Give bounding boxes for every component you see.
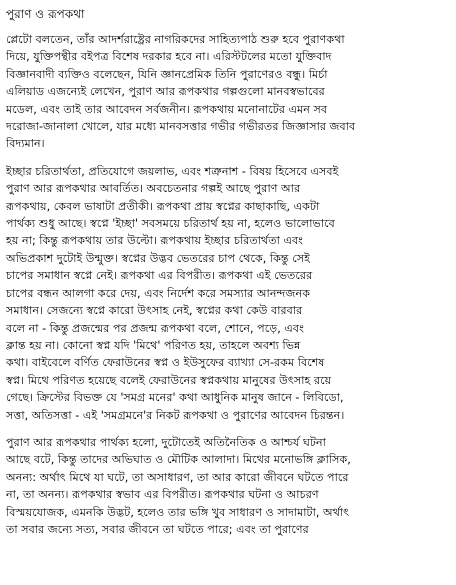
text-line: বিজ্ঞানবাদী ব্যক্তিও বলেছেন, যিনি জ্ঞানপ্রেমিক তিনি পুরাণেরও বন্ধু। মির্চা — [6, 67, 328, 81]
paragraph-gap — [6, 153, 450, 163]
text-line: দিয়ে, যুক্তিপন্থীর বইপত্র বিশেষ দরকার হবে না। এরিস্টটলের মতো যুক্তিবাদ — [6, 50, 332, 64]
text-line: বিস্ময়যোজক, এমনকি উদ্ভট, হলেও তার ভঙ্গি খুব সাধারণ ও সাদামাটা, অর্থাৎ — [6, 505, 350, 519]
text-line: বিদ্যমান। — [6, 137, 45, 151]
text-line: এলিয়াড এজন্যেই লেখেন, পুরাণ আর রূপকথার গল্পগুলো মানবস্বভাবের — [6, 85, 325, 99]
text-line: পুরাণ আর রূপকথার পার্থক্য হলো, দুটোতেই অতিনৈতিক ও আশ্চর্য ঘটনা — [6, 435, 326, 449]
paragraph-2 — [6, 163, 450, 424]
text-line: হয় না; কিন্তু রূপকথায় তার উল্টো। রূপকথায় ইচ্ছার চরিতার্থতা এবং — [6, 234, 303, 248]
text-line: তা সবার জন্যে সত্য, সবার জীবনে তা ঘটতে পারে; এবং তা পুরাণের — [6, 522, 309, 536]
text-line: স্বপ্ন। মিথে পরিণত হয়েছে বলেই ফেরাউনের স্বপ্নকথায় মানুষের উৎসাহ রয়ে — [6, 373, 332, 387]
text-line: চাপের সমাধান স্বপ্নে নেই। রূপকথা এর বিপরীত। রূপকথা এই ভেতরের — [6, 269, 313, 283]
text-line: বলে না - কিন্তু প্রজন্মের পর প্রজন্ম রূপকথা বলে, শোনে, পড়ে, এবং — [6, 321, 304, 335]
text-line: অভিপ্রকাশ দুটোই উন্মুক্ত। স্বপ্নের উদ্ভব ভেতরের চাপ থেকে, কিন্তু সেই — [6, 251, 310, 265]
text-line: রূপকথায়, কেবল ভাষাটা প্রতীকী। রূপকথা প্রায় স্বপ্নের কাছাকাছি, একটা — [6, 199, 320, 213]
text-line: পুরাণ আর রূপকথার আবর্তিত। অবচেতনার গল্পই আছে পুরাণ আর — [6, 182, 301, 196]
text-line: সত্তা, অতিসত্তা - এই 'সমগ্রমনে'র নিকট রূপকথা ও পুরাণের আবেদন চিরন্তন। — [6, 408, 345, 422]
text-line: অনন্য: অর্থাৎ মিথে যা ঘটে, তা অসাধারণ, তা আর কারো জীবনে ঘটতে পারে — [6, 470, 349, 484]
text-line: মডেল, এবং তাই তার আবেদন সর্বজনীন। রূপকথায় মনোনাটের এমন সব — [6, 102, 328, 116]
text-line: কথা। বাইবেলে বর্ণিত ফেরাউনের স্বপ্ন ও ইউসুফের ব্যাখ্যা সে-রকম বিশেষ — [6, 356, 325, 370]
page-title: পুরাণ ও রূপকথা — [6, 7, 85, 21]
text-line: গেছে। ক্রিস্টের বিভক্ত যে 'সমগ্র মনের' কথা আধুনিক মানুষ জানে - লিবিডো, — [6, 391, 344, 405]
paragraph-1 — [6, 31, 450, 153]
text-line: প্লেটো বলতেন, তাঁর আদর্শরাষ্ট্রের নাগরিকদের সাহিত্যপাঠ শুরু হবে পুরাণকথা — [6, 33, 345, 46]
text-line: ইচ্ছার চরিতার্থতা, প্রতিযোগে জয়লাভ, এবং শত্রুনাশ - বিষয় হিসেবে এসবই — [6, 164, 339, 178]
text-line: ক্লান্ত হয় না। কোনো স্বপ্ন যদি 'মিথে' পরিণত হয়, তাহলে অবশ্য ভিন্ন — [6, 338, 301, 352]
text-line: আছে বটে, কিন্তু তাদের অভিঘাত ও মৌটিক আলাদা। মিথের মনোভঙ্গি ক্লাসিক, — [6, 453, 351, 467]
text-line: দরোজা-জানালা খোলে, যার মধ্যে মানবসত্তার গভীর গভীরতর জিজ্ঞাসার জবাব — [6, 120, 356, 134]
text-line: চাপের বন্ধন আলগা করে দেয়, এবং নির্দেশ করে সমস্যার আনন্দজনক — [6, 286, 311, 300]
text-line: পার্থক্য শুধু আছে। স্বপ্নে 'ইচ্ছা' সবসময়ে চরিতার্থ হয় না, হলেও ভালোভাবে — [6, 217, 335, 231]
paragraph-gap — [6, 424, 450, 434]
text-line: না, তা অনন্য। রূপকথার স্বভাব এর বিপরীত। রূপকথার ঘটনা ও আচরণ — [6, 488, 319, 502]
paragraph-3 — [6, 434, 450, 538]
text-line: সমাধান। সেজন্যে স্বপ্নে কারো উৎসাহ নেই, স্বপ্নের কথা কেউ বারবার — [6, 304, 303, 318]
